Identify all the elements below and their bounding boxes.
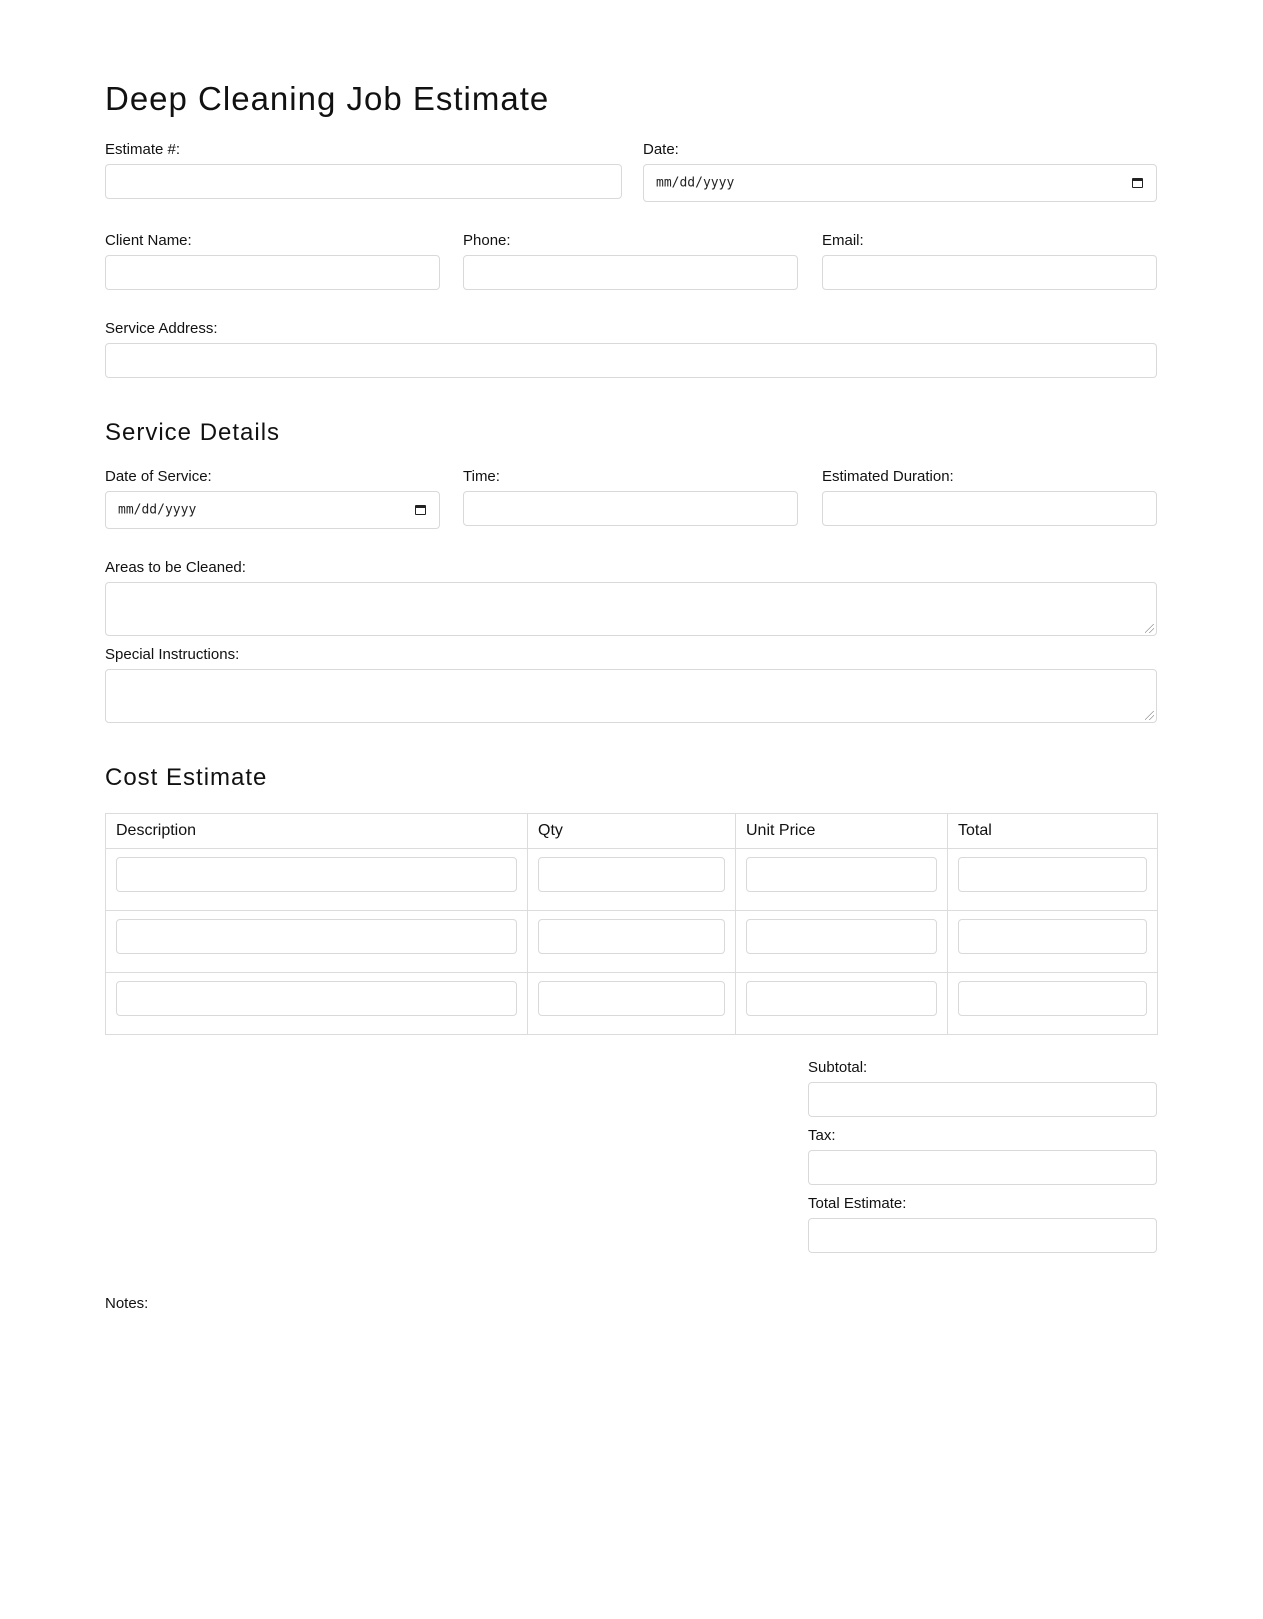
total-cell [948,973,1158,1035]
qty-cell [528,911,736,973]
tax-input[interactable] [808,1150,1157,1185]
resize-handle-icon[interactable] [1145,624,1154,633]
description-cell [106,973,528,1035]
email-input[interactable] [822,255,1157,290]
service-details-heading: Service Details [105,419,281,446]
unit-price-cell [736,849,948,911]
total-input[interactable] [958,981,1147,1016]
date-placeholder: mm/dd/yyyy [656,175,735,191]
service-address-label: Service Address: [105,320,218,337]
page-title: Deep Cleaning Job Estimate [105,80,550,117]
estimated-duration-input[interactable] [822,491,1157,526]
description-input[interactable] [116,857,517,892]
total-estimate-input[interactable] [808,1218,1157,1253]
table-header-row [106,814,1158,849]
date-label: Date: [643,141,679,158]
qty-input[interactable] [538,857,725,892]
total-cell [948,911,1158,973]
cost-table [105,813,1158,1035]
unit-price-input[interactable] [746,857,937,892]
cost-estimate-heading: Cost Estimate [105,764,268,791]
time-input[interactable] [463,491,798,526]
client-name-label: Client Name: [105,232,192,249]
date-input[interactable] [643,164,1157,202]
estimate-number-label: Estimate #: [105,141,181,158]
areas-label: Areas to be Cleaned: [105,559,246,576]
subtotal-input[interactable] [808,1082,1157,1117]
phone-input[interactable] [463,255,798,290]
notes-label: Notes: [105,1295,149,1312]
qty-cell [528,973,736,1035]
description-cell [106,911,528,973]
description-input[interactable] [116,981,517,1016]
qty-input[interactable] [538,981,725,1016]
total-cell [948,849,1158,911]
estimate-form [105,0,1157,1312]
column-header-description: Description [106,814,528,849]
total-input[interactable] [958,857,1147,892]
table-row [106,973,1158,1035]
total-estimate-label: Total Estimate: [808,1195,907,1212]
special-instructions-label: Special Instructions: [105,646,240,663]
special-instructions-textarea[interactable] [105,669,1157,723]
table-row [106,911,1158,973]
subtotal-label: Subtotal: [808,1059,868,1076]
time-label: Time: [463,468,500,485]
calendar-icon[interactable] [415,505,426,515]
column-header-qty: Qty [528,814,736,849]
unit-price-cell [736,911,948,973]
client-name-input[interactable] [105,255,440,290]
description-input[interactable] [116,919,517,954]
phone-label: Phone: [463,232,511,249]
table-row [106,849,1158,911]
column-header-total: Total [948,814,1158,849]
description-cell [106,849,528,911]
date-of-service-input[interactable] [105,491,440,529]
resize-handle-icon[interactable] [1145,711,1154,720]
unit-price-cell [736,973,948,1035]
estimated-duration-label: Estimated Duration: [822,468,954,485]
qty-cell [528,849,736,911]
unit-price-input[interactable] [746,981,937,1016]
column-header-unit-price: Unit Price [736,814,948,849]
areas-textarea[interactable] [105,582,1157,636]
calendar-icon[interactable] [1132,178,1143,188]
tax-label: Tax: [808,1127,836,1144]
email-label: Email: [822,232,864,249]
qty-input[interactable] [538,919,725,954]
date-of-service-placeholder: mm/dd/yyyy [118,502,197,518]
total-input[interactable] [958,919,1147,954]
unit-price-input[interactable] [746,919,937,954]
date-of-service-label: Date of Service: [105,468,212,485]
service-address-input[interactable] [105,343,1157,378]
estimate-number-input[interactable] [105,164,622,199]
